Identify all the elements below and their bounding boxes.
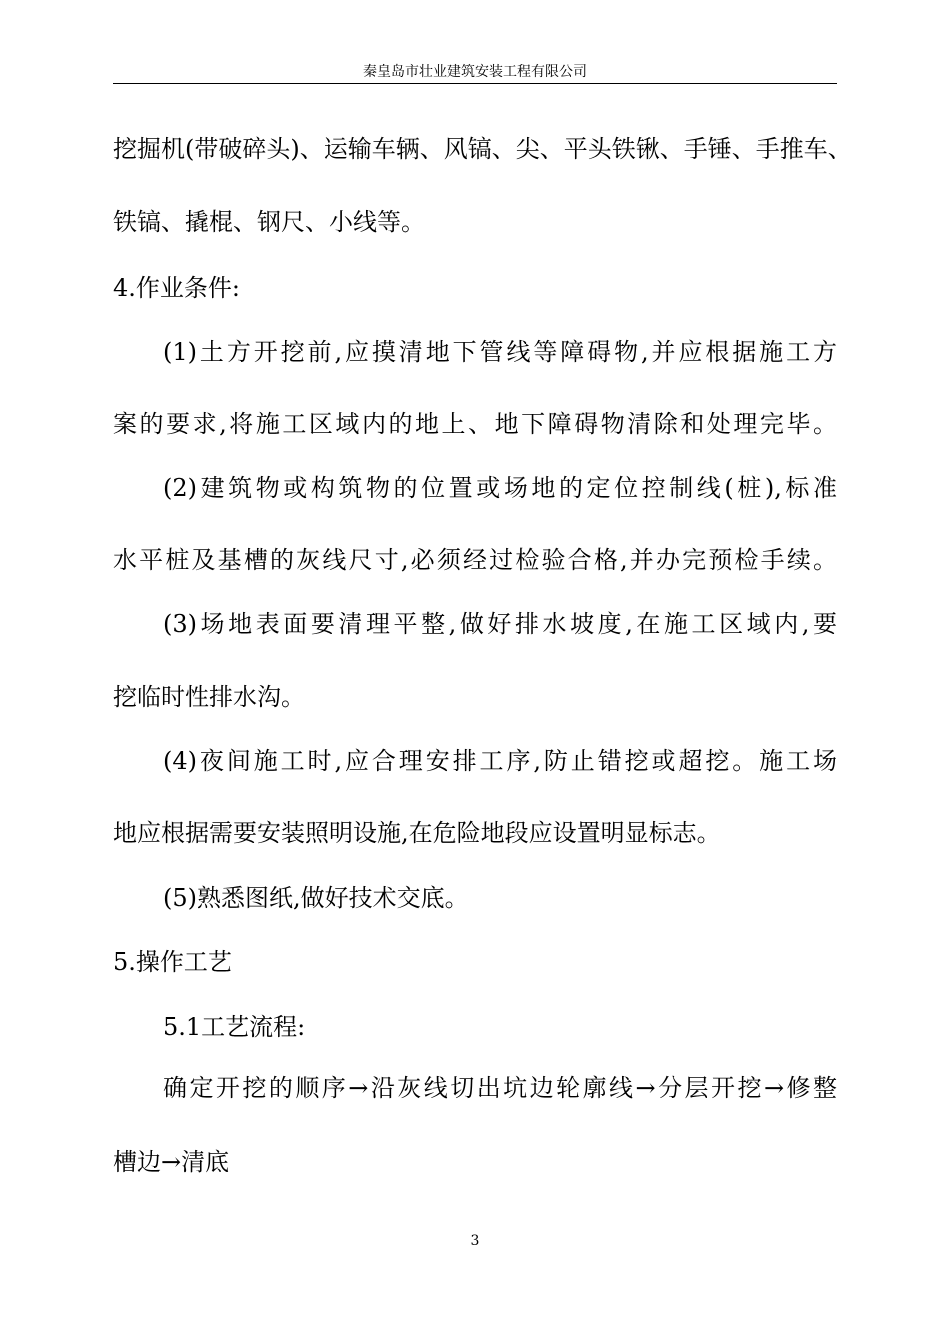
- text-line: (4)夜间施工时,应合理安排工序,防止错挖或超挖。施工场: [163, 747, 837, 775]
- text-line: (3)场地表面要清理平整,做好排水坡度,在施工区域内,要: [163, 610, 837, 638]
- text-line: 挖临时性排水沟。: [113, 683, 305, 711]
- page-number: 3: [470, 1233, 480, 1249]
- text-line: 确定开挖的顺序→沿灰线切出坑边轮廓线→分层开挖→修整: [163, 1074, 837, 1102]
- text-line: 铁镐、撬棍、钢尺、小线等。: [113, 208, 425, 236]
- text-line: 水平桩及基槽的灰线尺寸,必须经过检验合格,并办完预检手续。: [113, 546, 837, 574]
- text-line: 挖掘机(带破碎头)、运输车辆、风镐、尖、平头铁锹、手锤、手推车、: [113, 135, 852, 163]
- text-line: (2)建筑物或构筑物的位置或场地的定位控制线(桩),标准: [163, 474, 837, 502]
- text-line: (5)熟悉图纸,做好技术交底。: [163, 884, 469, 912]
- section-heading: 4.作业条件:: [113, 274, 240, 302]
- section-heading: 5.操作工艺: [113, 948, 232, 976]
- text-line: 地应根据需要安装照明设施,在危险地段应设置明显标志。: [113, 819, 721, 847]
- subsection-heading: 5.1工艺流程:: [163, 1013, 306, 1041]
- header-divider: [113, 83, 837, 84]
- text-line: 案的要求,将施工区域内的地上、地下障碍物清除和处理完毕。: [113, 410, 837, 438]
- text-line: (1)土方开挖前,应摸清地下管线等障碍物,并应根据施工方: [163, 338, 837, 366]
- text-line: 槽边→清底: [113, 1148, 230, 1176]
- company-name: 秦皇岛市壮业建筑安装工程有限公司: [363, 64, 587, 80]
